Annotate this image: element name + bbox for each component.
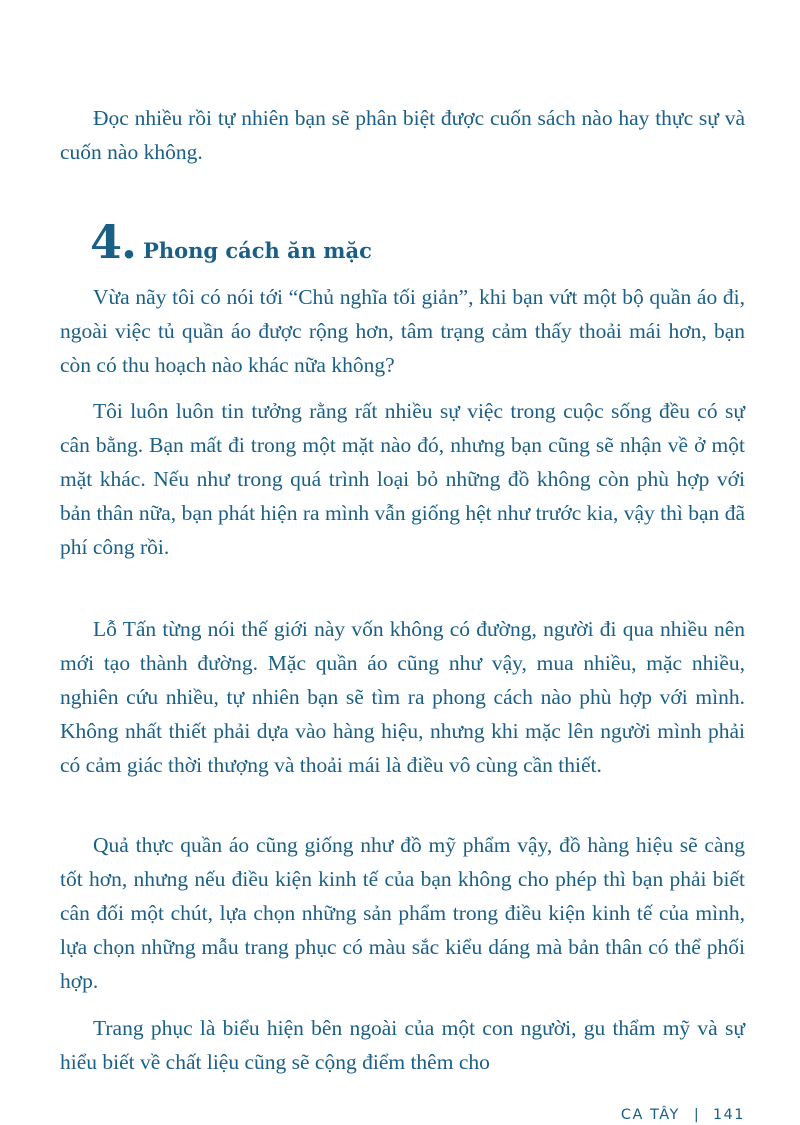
paragraph-intro: Đọc nhiều rồi tự nhiên bạn sẽ phân biệt được cuốn sách nào hay thực sự và cuốn nào không. xyxy=(60,106,745,164)
footer-separator: | xyxy=(693,1107,699,1123)
section-heading xyxy=(90,214,372,270)
page-footer xyxy=(621,1105,745,1125)
section-number: 4. xyxy=(90,215,137,269)
section-title: Phong cách ăn mặc xyxy=(143,238,372,263)
paragraph-2: Tôi luôn luôn tin tưởng rằng rất nhiều sự việc trong cuộc sống đều có sự cân bằng. Bạn mất đi trong một mặt nào đó, nhưng bạn cũng sẽ nhận về ở một mặt khác. Nếu như trong quá trình loại bỏ những đồ không còn phù hợp với bản thân nữa, bạn phát hiện ra mình vẫn giống hệt như trước kia, vậy thì bạn đã phí công rồi. xyxy=(60,399,745,559)
paragraph-3: Lỗ Tấn từng nói thế giới này vốn không có đường, người đi qua nhiều nên mới tạo thành đường. Mặc quần áo cũng như vậy, mua nhiều, mặc nhiều, nghiên cứu nhiều, tự nhiên bạn sẽ tìm ra phong cách nào phù hợp với mình. Không nhất thiết phải dựa vào hàng hiệu, nhưng khi mặc lên người mình phải có cảm giác thời thượng và thoải mái là điều vô cùng cần thiết. xyxy=(60,617,745,777)
paragraph-4: Quả thực quần áo cũng giống như đồ mỹ phẩm vậy, đồ hàng hiệu sẽ càng tốt hơn, nhưng nếu điều kiện kinh tế của bạn không cho phép thì bạn phải biết cân đối một chút, lựa chọn những sản phẩm trong điều kiện kinh tế của mình, lựa chọn những mẫu trang phục có màu sắc kiểu dáng mà bản thân có thể phối hợp. xyxy=(60,833,745,993)
paragraph-5: Trang phục là biểu hiện bên ngoài của một con người, gu thẩm mỹ và sự hiểu biết về chất liệu cũng sẽ cộng điểm thêm cho xyxy=(60,1016,745,1074)
running-title: CA TÂY xyxy=(620,1107,680,1123)
paragraph-1: Vừa nãy tôi có nói tới “Chủ nghĩa tối giản”, khi bạn vứt một bộ quần áo đi, ngoài việc tủ quần áo được rộng hơn, tâm trạng cảm thấy thoải mái hơn, bạn còn có thu hoạch nào khác nữa không? xyxy=(60,285,745,377)
page-number: 141 xyxy=(712,1107,745,1123)
